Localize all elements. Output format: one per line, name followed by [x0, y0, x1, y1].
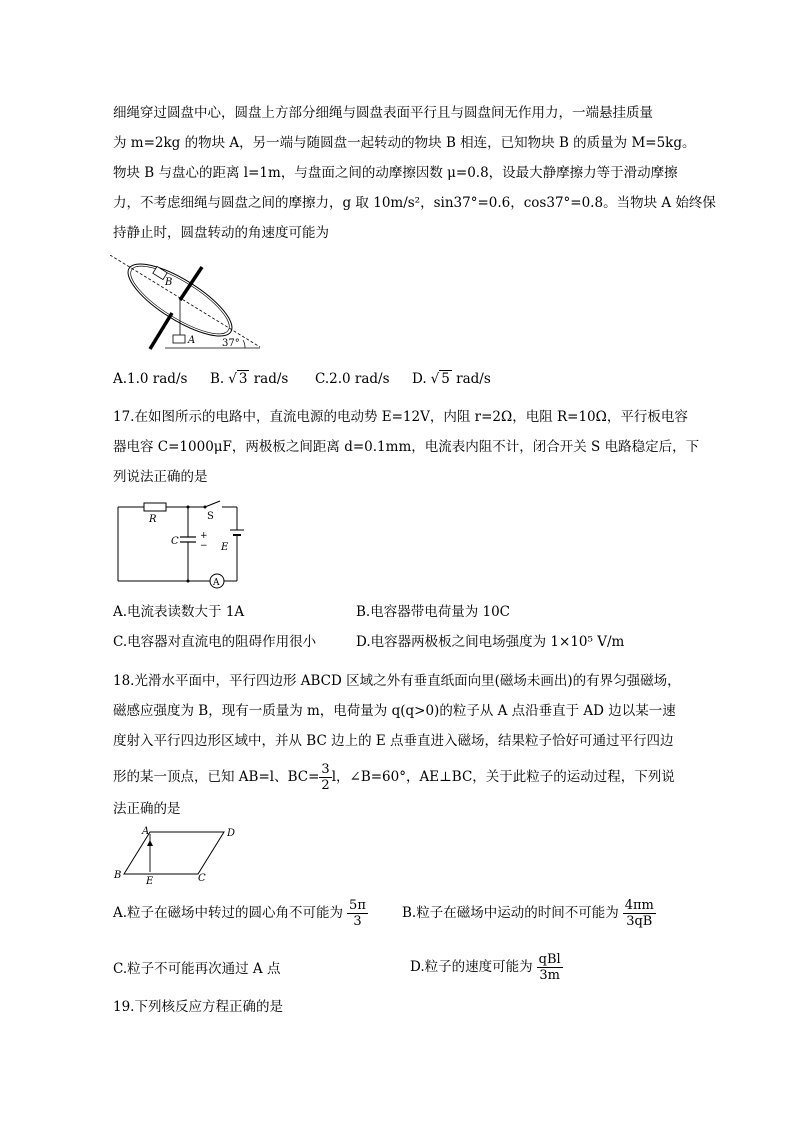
- q17-label-e: E: [221, 542, 229, 553]
- q16-line-1: 细绳穿过圆盘中心，圆盘上方部分细绳与圆盘表面平行且与圆盘间无作用力，一端悬挂质量: [113, 105, 653, 121]
- q17-option-a: A.电流表读数大于 1A: [113, 604, 245, 620]
- q17-option-d: D.电容器两极板之间电场强度为 1×10⁵ V/m: [356, 634, 625, 650]
- q18-label-d: D: [227, 828, 236, 839]
- q17-label-r: R: [149, 514, 157, 525]
- q18-bc-fraction: $\frac{3}{2}$: [321, 762, 330, 793]
- q18-line-2: 磁感应强度为 B，现有一质量为 m，电荷量为 q(q>0)的粒子从 A 点沿垂直于 AD 边以某一速: [113, 703, 676, 719]
- q16-label-b: B: [165, 277, 173, 288]
- q17-label-s: S: [207, 511, 214, 522]
- q18-option-b: B.粒子在磁场中运动的时间不可能为 $\frac{4\pi m}{3qB}$: [402, 898, 654, 929]
- q18-line-3: 度射入平行四边形区域中，并从 BC 边上的 E 点垂直进入磁场，结果粒子恰好可通过平行四边: [113, 733, 674, 749]
- q17-line-3: 列说法正确的是: [113, 469, 208, 485]
- q16-option-a: A.1.0 rad/s: [113, 371, 188, 387]
- q16-disc-figure: [110, 255, 270, 355]
- q17-line-2: 器电容 C=1000μF，两极板之间距离 d=0.1mm，电流表内阻不计，闭合开关 S 电路稳定后，下: [113, 439, 700, 455]
- q16-label-a: A: [188, 335, 196, 346]
- q18-parallelogram-figure: [112, 826, 242, 886]
- q19-line-1: 19.下列核反应方程正确的是: [113, 999, 283, 1015]
- q16-line-2: 为 m=2kg 的物块 A，另一端与随圆盘一起转动的物块 B 相连，已知物块 B 的质量为 M=5kg。: [113, 135, 696, 151]
- q16-option-c: C.2.0 rad/s: [315, 371, 390, 387]
- q17-line-1: 17.在如图所示的电路中，直流电源的电动势 E=12V，内阻 r=2Ω，电阻 R=10Ω，平行板电容: [113, 409, 688, 425]
- q18-line-1: 18.光滑水平面中，平行四边形 ABCD 区域之外有垂直纸面向里(磁场未画出)的有界匀强磁场，: [113, 673, 681, 689]
- q17-label-plus: +: [200, 531, 208, 541]
- q17-label-minus: −: [200, 541, 208, 551]
- q18-line-4: 形的某一顶点，已知 AB=l、BC= $\frac{3}{2}$ l，∠B=60°，AE⊥BC，关于此粒子的运动过程，下列说: [113, 762, 675, 793]
- q17-option-c: C.电容器对直流电的阻碍作用很小: [113, 634, 317, 650]
- q18-label-b: B: [114, 870, 122, 881]
- q18-label-e: E: [146, 876, 154, 886]
- q18-line-5: 法正确的是: [113, 801, 181, 817]
- q18-option-d: D.粒子的速度可能为 $\frac{\text{qBl}}{3m}$: [410, 952, 561, 983]
- q17-circuit-figure: [112, 497, 252, 592]
- q17-label-c: C: [171, 536, 179, 547]
- q18-option-a: A.粒子在磁场中转过的圆心角不可能为 $\frac{5\pi}{3}$: [113, 898, 366, 929]
- q16-line-3: 物块 B 与盘心的距离 l=1m，与盘面之间的动摩擦因数 μ=0.8，设最大静摩擦力等于滑动摩擦: [113, 165, 678, 181]
- q16-option-b: B. √ 3 rad/s: [210, 371, 289, 387]
- q16-line-4: 力，不考虑细绳与圆盘之间的摩擦力，g 取 10m/s²，sin37°=0.6，cos37°=0.8。当物块 A 始终保: [113, 195, 716, 211]
- q16-option-d: D. √ 5 rad/s: [412, 371, 491, 387]
- q17-ammeter-label: A: [213, 578, 220, 588]
- q18-option-c: C.粒子不可能再次通过 A 点: [113, 961, 281, 977]
- q18-label-c: C: [198, 873, 206, 884]
- q16-angle-label: 37°: [222, 338, 240, 349]
- q17-option-b: B.电容器带电荷量为 10C: [356, 604, 511, 620]
- q18-label-a: A: [142, 826, 150, 837]
- q16-line-5: 持静止时，圆盘转动的角速度可能为: [113, 225, 329, 241]
